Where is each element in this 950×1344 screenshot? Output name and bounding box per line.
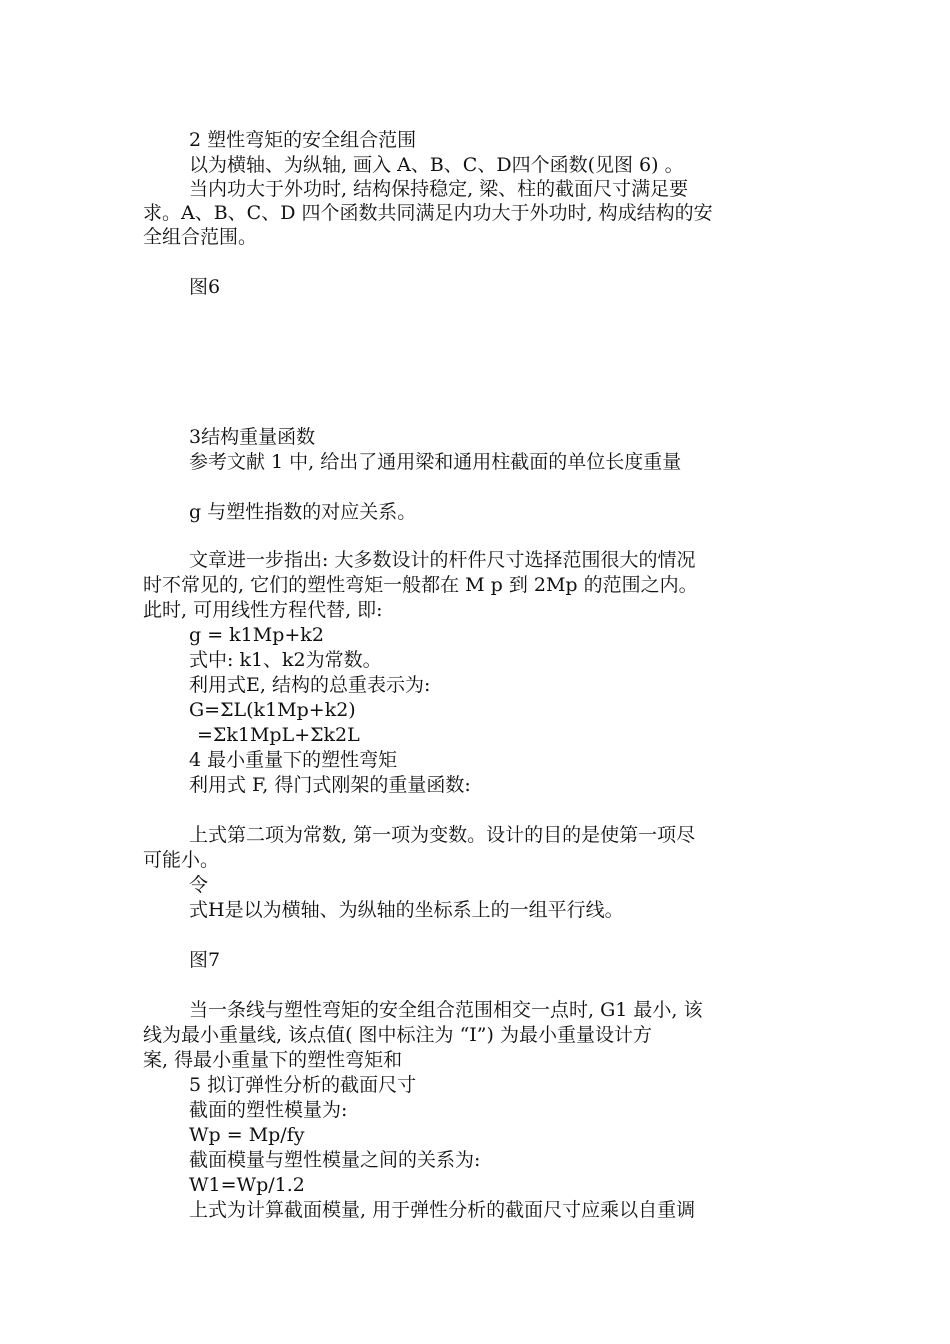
paragraph-line: 求。A、B、C、D 四个函数共同满足内功大于外功时, 构成结构的安 (143, 202, 713, 224)
formula-line: W1=Wp/1.2 (189, 1174, 305, 1196)
section-heading-3: 3结构重量函数 (189, 426, 316, 448)
paragraph-line: 可能小。 (143, 849, 220, 871)
paragraph-line: 截面的塑性模量为: (189, 1099, 348, 1121)
paragraph-line: 上式第二项为常数, 第一项为变数。设计的目的是使第一项尽 (189, 824, 696, 846)
paragraph-line: 当一条线与塑性弯矩的安全组合范围相交一点时, G1 最小, 该 (189, 999, 703, 1021)
paragraph-line: 案, 得最小重量下的塑性弯矩和 (143, 1049, 403, 1071)
paragraph-line: 截面模量与塑性模量之间的关系为: (189, 1149, 481, 1171)
paragraph-line: 上式为计算截面模量, 用于弹性分析的截面尺寸应乘以自重调 (189, 1199, 696, 1221)
figure-label-7: 图7 (189, 949, 221, 971)
section-heading-2: 2 塑性弯矩的安全组合范围 (189, 129, 417, 151)
figure-label-6: 图6 (189, 276, 221, 298)
paragraph-line: 利用式 F, 得门式刚架的重量函数: (189, 774, 471, 796)
paragraph-line: 全组合范围。 (143, 226, 258, 248)
section-heading-5: 5 拟订弹性分析的截面尺寸 (189, 1074, 417, 1096)
section-heading-4: 4 最小重量下的塑性弯矩 (189, 749, 398, 771)
formula-line: =Σk1MpL+Σk2L (197, 724, 360, 746)
formula-line: G=ΣL(k1Mp+k2) (189, 699, 356, 721)
paragraph-line: 利用式E, 结构的总重表示为: (189, 674, 431, 696)
formula-line: g = k1Mp+k2 (189, 624, 324, 646)
paragraph-line: 文章进一步指出: 大多数设计的杆件尺寸选择范围很大的情况 (189, 549, 696, 571)
paragraph-line: 时不常见的, 它们的塑性弯矩一般都在 M p 到 2Mp 的范围之内。 (143, 574, 698, 596)
paragraph-line: g 与塑性指数的对应关系。 (189, 501, 417, 523)
paragraph-line: 以为横轴、为纵轴, 画入 A、B、C、D四个函数(见图 6) 。 (189, 154, 684, 176)
formula-line: Wp = Mp/fy (189, 1124, 305, 1146)
paragraph-line: 参考文献 1 中, 给出了通用梁和通用柱截面的单位长度重量 (189, 451, 682, 473)
paragraph-line: 式中: k1、k2为常数。 (189, 649, 382, 671)
paragraph-line: 式H是以为横轴、为纵轴的坐标系上的一组平行线。 (189, 899, 624, 921)
paragraph-line: 当内功大于外功时, 结构保持稳定, 梁、柱的截面尺寸满足要 (189, 178, 689, 200)
paragraph-line: 此时, 可用线性方程代替, 即: (143, 599, 383, 621)
paragraph-line: 令 (189, 874, 209, 896)
paragraph-line: 线为最小重量线, 该点值( 图中标注为 “I”) 为最小重量设计方 (143, 1024, 652, 1046)
